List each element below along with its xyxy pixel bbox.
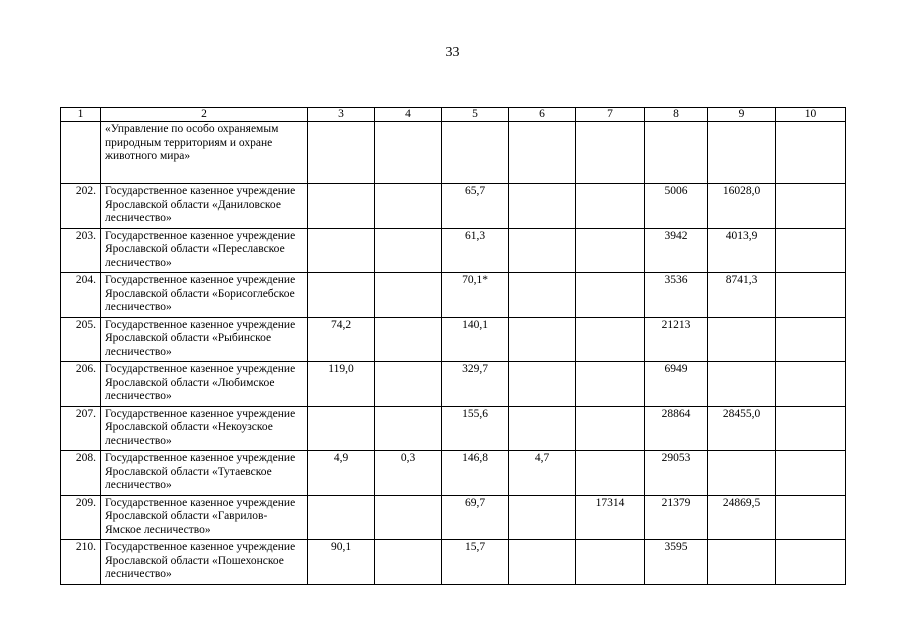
cell-col10: [776, 495, 846, 540]
cell-col7: [576, 228, 645, 273]
page-number: 33: [445, 45, 460, 60]
organization-name: Государственное казенное учреждение Ярославской области «Тутаевское лесничество»: [101, 451, 308, 496]
column-header: 1: [61, 108, 101, 122]
table-row: [61, 540, 846, 585]
cell-col5: 146,8: [442, 451, 509, 496]
cell-col6: [509, 540, 576, 585]
cell-col4: [375, 317, 442, 362]
table-row: [61, 184, 846, 229]
cell-col4: 0,3: [375, 451, 442, 496]
cell-col8: 28864: [645, 406, 708, 451]
column-header: 3: [308, 108, 375, 122]
cell-col8: 3595: [645, 540, 708, 585]
cell-col5: 329,7: [442, 362, 509, 407]
cell-col7: [576, 540, 645, 585]
cell-col7: [576, 184, 645, 229]
cell-col3: 119,0: [308, 362, 375, 407]
cell-col4: [375, 540, 442, 585]
cell-col3: 74,2: [308, 317, 375, 362]
column-header: 2: [101, 108, 308, 122]
row-number: 206.: [61, 362, 101, 407]
cell-col5: 155,6: [442, 406, 509, 451]
cell-col9: 8741,3: [708, 273, 776, 318]
cell-col7: [576, 362, 645, 407]
row-number: [61, 122, 101, 184]
organization-name: «Управление по особо охраняемым природным территориям и охране животного мира»: [101, 122, 308, 184]
cell-col6: [509, 362, 576, 407]
cell-col3: 4,9: [308, 451, 375, 496]
cell-col10: [776, 273, 846, 318]
table-row: [61, 122, 846, 184]
cell-col6: [509, 406, 576, 451]
cell-col10: [776, 406, 846, 451]
cell-col4: [375, 184, 442, 229]
cell-col3: [308, 184, 375, 229]
cell-col9: 28455,0: [708, 406, 776, 451]
row-number: 210.: [61, 540, 101, 585]
cell-col8: 3536: [645, 273, 708, 318]
cell-col7: 17314: [576, 495, 645, 540]
cell-col5: 15,7: [442, 540, 509, 585]
cell-col9: 16028,0: [708, 184, 776, 229]
table-row: [61, 317, 846, 362]
cell-col5: 61,3: [442, 228, 509, 273]
row-number: 207.: [61, 406, 101, 451]
cell-col8: 5006: [645, 184, 708, 229]
cell-col6: [509, 122, 576, 184]
cell-col5: [442, 122, 509, 184]
table-row: [61, 362, 846, 407]
cell-col9: [708, 540, 776, 585]
cell-col8: 21213: [645, 317, 708, 362]
cell-col10: [776, 451, 846, 496]
organization-name: Государственное казенное учреждение Ярославской области «Пошехонское лесничество»: [101, 540, 308, 585]
cell-col4: [375, 228, 442, 273]
row-number: 203.: [61, 228, 101, 273]
cell-col10: [776, 122, 846, 184]
organization-name: Государственное казенное учреждение Ярославской области «Борисоглебское лесничество»: [101, 273, 308, 318]
table-row: [61, 406, 846, 451]
organization-name: Государственное казенное учреждение Ярославской области «Любимское лесничество»: [101, 362, 308, 407]
cell-col3: 90,1: [308, 540, 375, 585]
cell-col4: [375, 495, 442, 540]
column-header: 10: [776, 108, 846, 122]
cell-col10: [776, 317, 846, 362]
table-row: [61, 273, 846, 318]
table-row: [61, 495, 846, 540]
cell-col9: [708, 317, 776, 362]
organization-name: Государственное казенное учреждение Ярославской области «Рыбинское лесничество»: [101, 317, 308, 362]
cell-col8: 21379: [645, 495, 708, 540]
cell-col9: 24869,5: [708, 495, 776, 540]
cell-col9: [708, 122, 776, 184]
cell-col3: [308, 495, 375, 540]
cell-col9: [708, 362, 776, 407]
row-number: 209.: [61, 495, 101, 540]
organization-name: Государственное казенное учреждение Ярославской области «Даниловское лесничество»: [101, 184, 308, 229]
cell-col9: [708, 451, 776, 496]
cell-col4: [375, 406, 442, 451]
column-header: 7: [576, 108, 645, 122]
column-header: 4: [375, 108, 442, 122]
cell-col7: [576, 273, 645, 318]
organization-name: Государственное казенное учреждение Ярославской области «Некоузское лесничество»: [101, 406, 308, 451]
table-row: [61, 228, 846, 273]
table-row: [61, 451, 846, 496]
column-header: 6: [509, 108, 576, 122]
row-number: 204.: [61, 273, 101, 318]
cell-col6: [509, 184, 576, 229]
cell-col6: [509, 495, 576, 540]
cell-col10: [776, 184, 846, 229]
cell-col3: [308, 406, 375, 451]
cell-col8: [645, 122, 708, 184]
cell-col7: [576, 406, 645, 451]
column-header: 8: [645, 108, 708, 122]
organization-name: Государственное казенное учреждение Ярославской области «Гаврилов-Ямское лесничество»: [101, 495, 308, 540]
cell-col8: 6949: [645, 362, 708, 407]
cell-col4: [375, 273, 442, 318]
cell-col4: [375, 362, 442, 407]
cell-col6: 4,7: [509, 451, 576, 496]
cell-col3: [308, 273, 375, 318]
cell-col3: [308, 122, 375, 184]
cell-col10: [776, 228, 846, 273]
header-row: [61, 108, 846, 122]
cell-col4: [375, 122, 442, 184]
organization-name: Государственное казенное учреждение Ярославской области «Переславское лесничество»: [101, 228, 308, 273]
column-header: 9: [708, 108, 776, 122]
cell-col10: [776, 540, 846, 585]
cell-col6: [509, 228, 576, 273]
cell-col5: 69,7: [442, 495, 509, 540]
cell-col7: [576, 317, 645, 362]
cell-col8: 29053: [645, 451, 708, 496]
cell-col6: [509, 317, 576, 362]
cell-col7: [576, 122, 645, 184]
cell-col10: [776, 362, 846, 407]
cell-col5: 65,7: [442, 184, 509, 229]
column-header: 5: [442, 108, 509, 122]
cell-col6: [509, 273, 576, 318]
cell-col7: [576, 451, 645, 496]
cell-col8: 3942: [645, 228, 708, 273]
row-number: 202.: [61, 184, 101, 229]
cell-col9: 4013,9: [708, 228, 776, 273]
row-number: 208.: [61, 451, 101, 496]
row-number: 205.: [61, 317, 101, 362]
cell-col5: 70,1*: [442, 273, 509, 318]
data-table: [60, 107, 846, 585]
cell-col3: [308, 228, 375, 273]
cell-col5: 140,1: [442, 317, 509, 362]
